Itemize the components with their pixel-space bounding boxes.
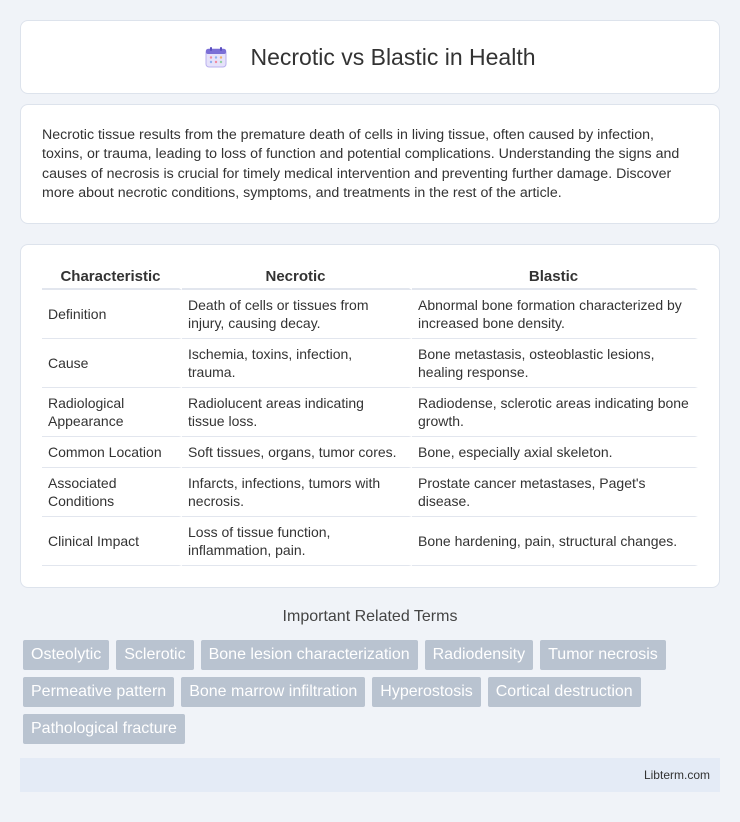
table-row [42,517,698,566]
page-title: Necrotic vs Blastic in Health [250,43,536,70]
related-term-tag[interactable]: Permeative pattern [23,677,174,707]
table-cell: Bone, especially axial skeleton. [412,437,698,468]
table-cell: Ischemia, toxins, infection, trauma. [182,339,412,388]
column-header-blastic: Blastic [412,265,698,290]
calendar-icon [204,45,228,69]
table-cell: Bone hardening, pain, structural changes. [412,517,698,566]
related-term-tag[interactable]: Tumor necrosis [540,640,666,670]
column-header-necrotic: Necrotic [182,265,412,290]
table-cell: Abnormal bone formation characterized by increased bone density. [412,290,698,339]
table-row [42,339,698,388]
comparison-table-card [20,244,720,588]
table-cell: Loss of tissue function, inflammation, pain. [182,517,412,566]
comparison-table [42,265,698,566]
related-term-tag[interactable]: Hyperostosis [372,677,480,707]
table-cell: Radiological Appearance [42,388,182,437]
table-cell: Common Location [42,437,182,468]
table-cell: Cause [42,339,182,388]
footer-site-link[interactable]: Libterm.com [643,768,710,782]
table-cell: Clinical Impact [42,517,182,566]
related-term-tag[interactable]: Osteolytic [23,640,109,670]
footer [20,758,720,792]
table-cell: Prostate cancer metastases, Paget's disease. [412,468,698,517]
table-header-row [42,265,698,290]
table-cell: Radiodense, sclerotic areas indicating bone growth. [412,388,698,437]
related-term-tag[interactable]: Bone lesion characterization [201,640,418,670]
table-cell: Definition [42,290,182,339]
column-header-characteristic: Characteristic [42,265,182,290]
table-row [42,388,698,437]
table-row [42,437,698,468]
table-row [42,290,698,339]
table-cell: Death of cells or tissues from injury, causing decay. [182,290,412,339]
table-cell: Radiolucent areas indicating tissue loss. [182,388,412,437]
related-term-tag[interactable]: Bone marrow infiltration [181,677,365,707]
related-terms-tags [23,640,723,751]
table-cell: Infarcts, infections, tumors with necrosis. [182,468,412,517]
header-card [20,20,720,94]
table-cell: Soft tissues, organs, tumor cores. [182,437,412,468]
related-term-tag[interactable]: Radiodensity [425,640,534,670]
intro-paragraph: Necrotic tissue results from the premature death of cells in living tissue, often caused by infection, toxins, or trauma, leading to loss of function and potential complications. Understanding the signs and causes of necrosis is crucial for timely medical intervention and preventing further damage. Discover more about necrotic conditions, symptoms, and treatments in the rest of the article. [42,127,680,201]
table-cell: Associated Conditions [42,468,182,517]
intro-card [20,104,720,224]
related-term-tag[interactable]: Pathological fracture [23,714,185,744]
table-row [42,468,698,517]
table-cell: Bone metastasis, osteoblastic lesions, healing response. [412,339,698,388]
related-term-tag[interactable]: Cortical destruction [488,677,641,707]
related-terms-title: Important Related Terms [282,608,458,625]
related-term-tag[interactable]: Sclerotic [116,640,193,670]
